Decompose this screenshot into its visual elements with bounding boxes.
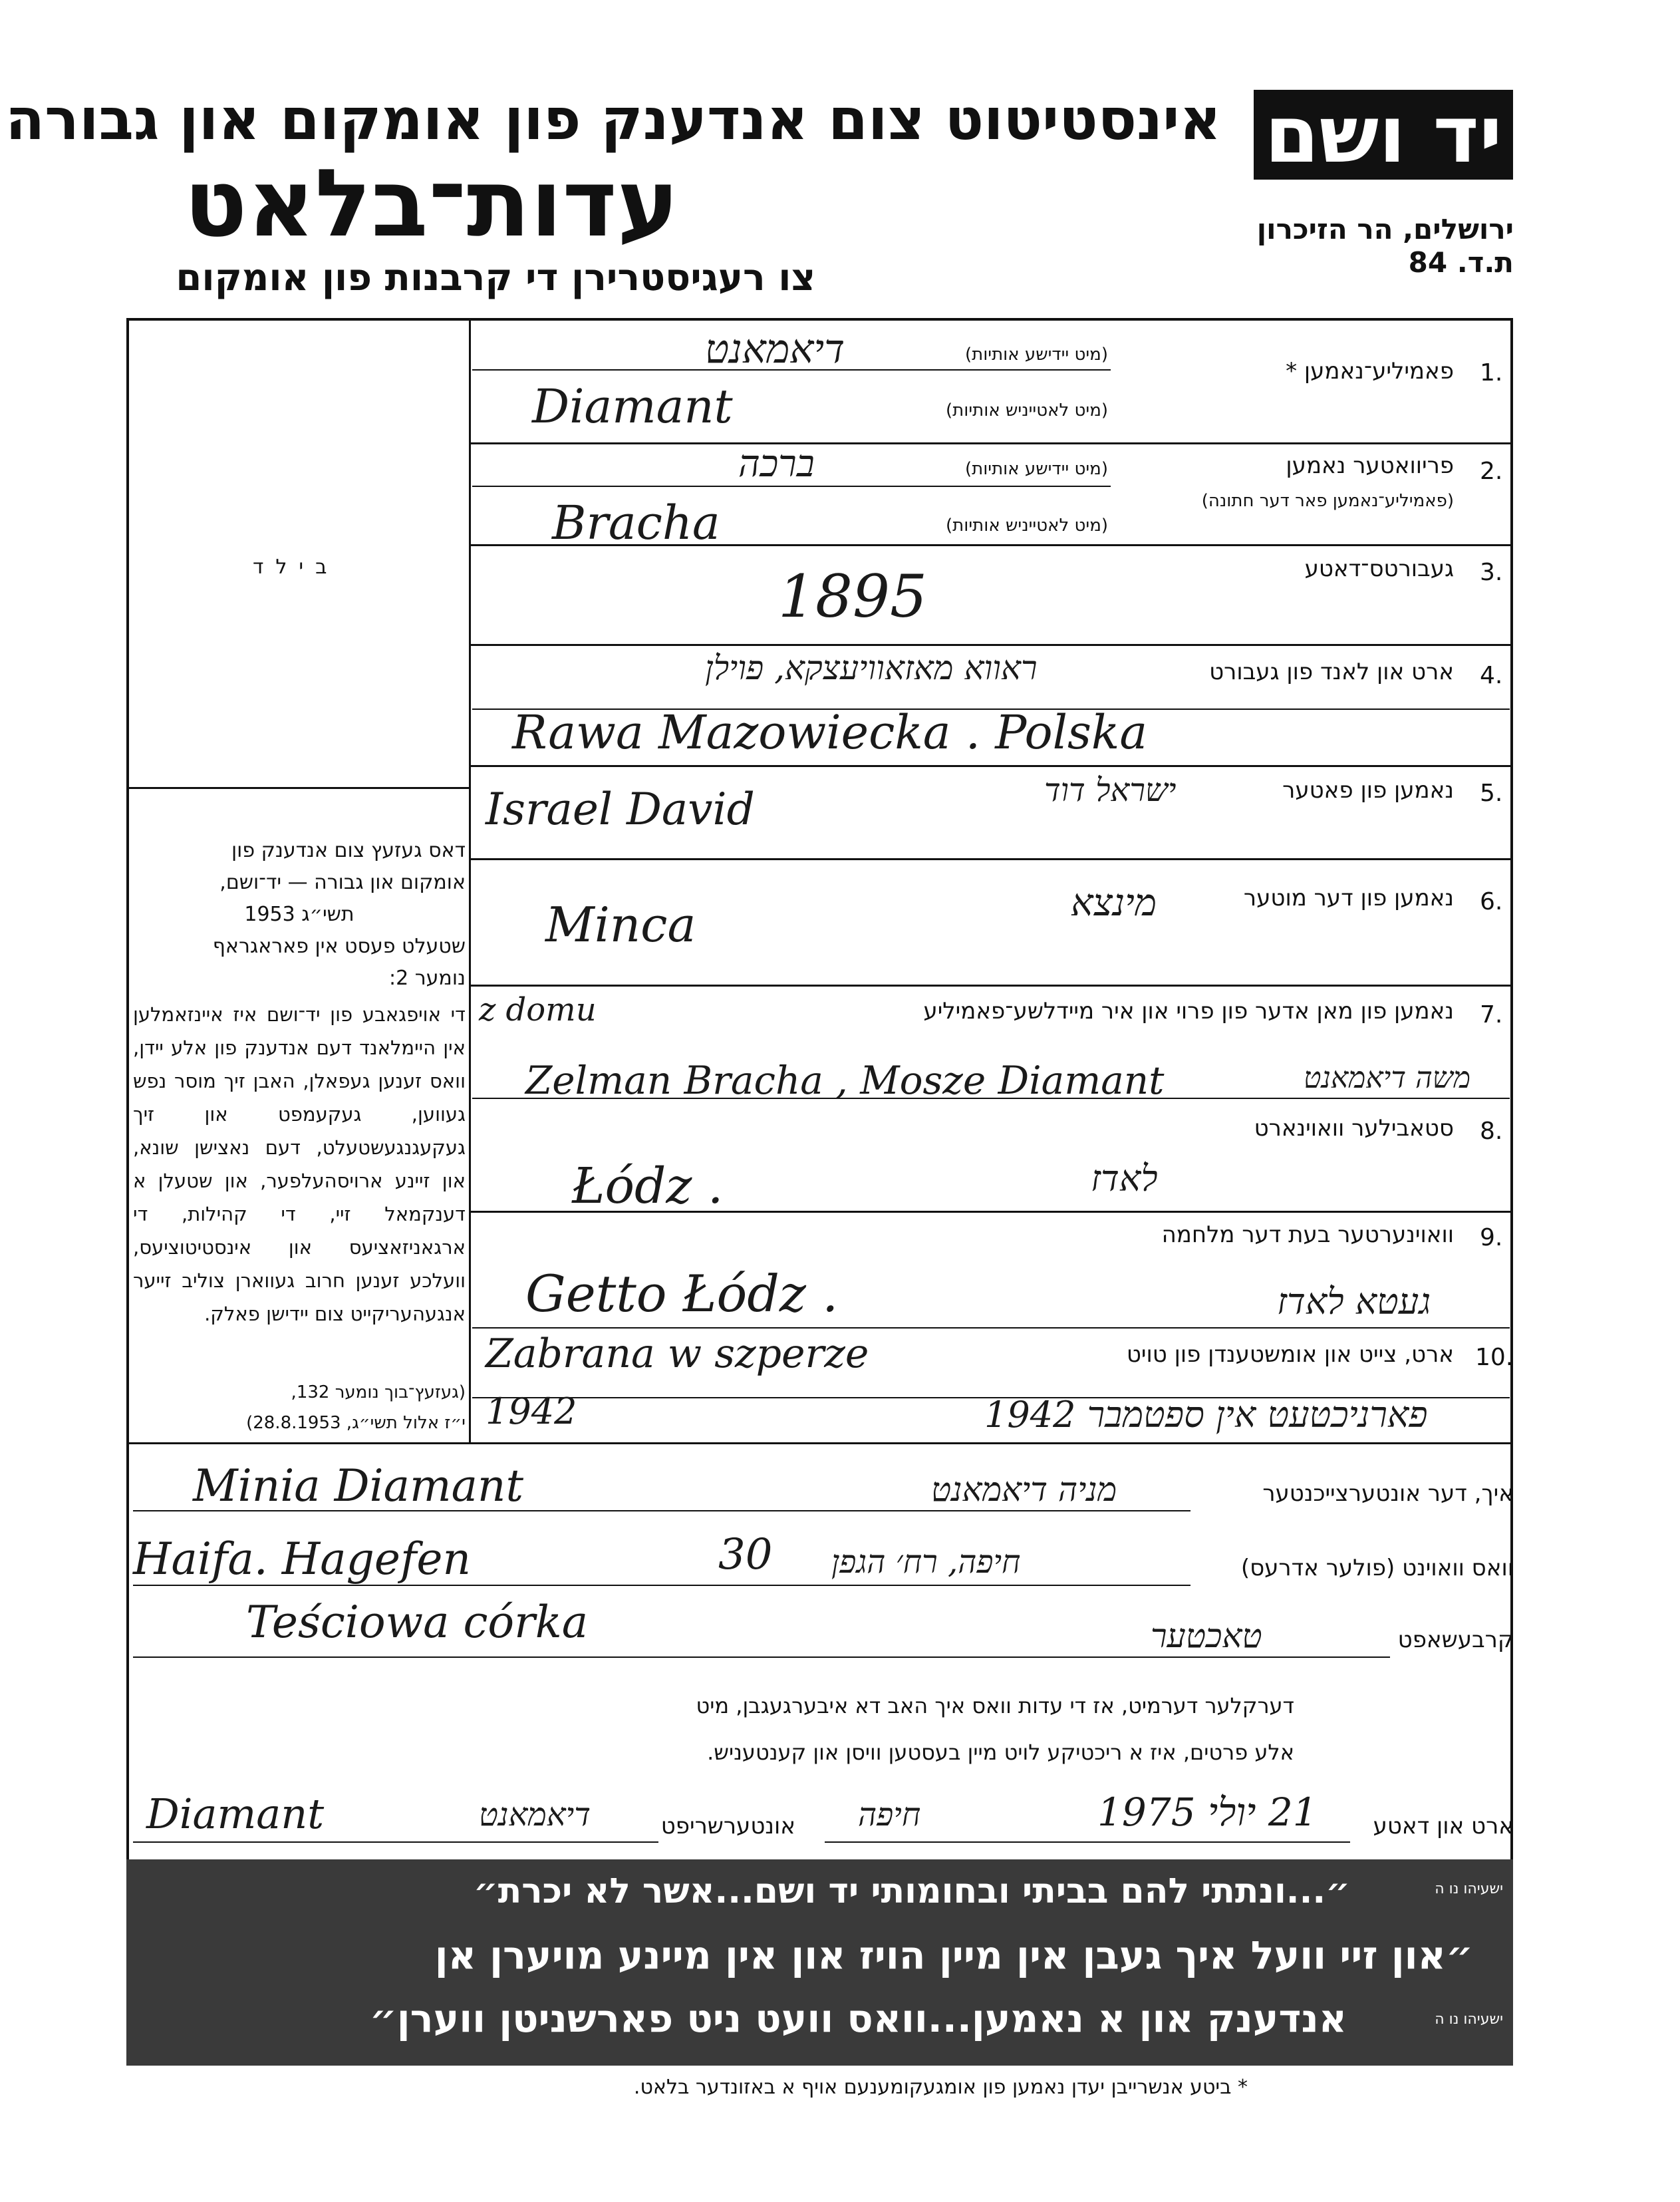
row-separator [469,765,1513,767]
field-underline [133,1656,1390,1658]
field-2-latin-value[interactable]: Bracha [552,496,720,550]
law-reference-line: (געזעץ־בוך נומער 132, [291,1382,466,1402]
field-3-label: געבורטס־דאטע [1304,555,1454,582]
field-2-yiddish-hint: (מיט יידישע אותיות) [964,459,1108,479]
law-note-line: נומער 2: [388,967,466,990]
date-value[interactable]: 21 יולי 1975 [1097,1790,1318,1835]
field-5-label: נאמען פון פאטער [1282,777,1454,804]
field-7-latin-value[interactable]: Zelman Bracha , Mosze Diamant [525,1058,1165,1103]
field-underline [133,1585,1190,1586]
signer-label: איך, דער אונטערצייכנטער [1262,1480,1514,1507]
field-7-prefix-value[interactable]: z domu [479,991,597,1028]
field-6-number: 6. [1480,888,1503,915]
field-1-yiddish-hint: (מיט יידישע אותיות) [964,345,1108,365]
footnote: * ביטע אנשרייבן יעדן נאמען פון אומגעקומענעם אויף א באזונדער בלאט. [633,2076,1248,2099]
field-1-latin-hint: (מיט לאטייניש אותיות) [946,400,1108,420]
frame-inner-divider [469,318,471,1442]
address-label: וואס וואוינט (פולער אדרעס) [1240,1555,1514,1581]
field-10-label: ארט, צייט און אומשטענדן פון טויט [1126,1341,1454,1368]
field-1-yiddish-value[interactable]: דיאמאנט [705,326,845,373]
law-note-line: דאס געזעץ צום אנדענק פון [231,839,466,862]
quote-line-2: ״און זיי וועל איך געבן אין מיין הויז און אין מיינע מויערן אן [434,1933,1473,1978]
field-6-label: נאמען פון דער מוטער [1243,885,1454,911]
field-4-label: ארט און לאנד פון געבורט [1209,659,1454,685]
field-6-latin-value[interactable]: Minca [545,897,696,953]
field-7-yiddish-value[interactable]: משה דיאמאנט [1304,1061,1471,1095]
photo-box-bottom [126,787,471,789]
field-2-sublabel: (פאמיליע־נאמען פאר דער חתונה) [1201,491,1454,511]
field-4-latin-value[interactable]: Rawa Mazowiecka . Polska [512,705,1148,760]
quote-line-3: אנדענק און א נאמען...וואס וועט ניט פארשניטן ווערן״ [369,1996,1347,2041]
relation-latin-value[interactable]: Teściowa córka [246,1597,589,1648]
address-number-value[interactable]: 30 [718,1530,773,1579]
field-8-latin-value[interactable]: Łódz . [572,1158,724,1215]
field-4-number: 4. [1480,662,1503,689]
field-3-value[interactable]: 1895 [778,562,927,631]
signature-label: אונטערשריפט [660,1813,795,1839]
law-note-line: תשי״ג 1953 [244,903,354,926]
field-underline [825,1841,1350,1843]
quote-source-2: ישעיהו נו ה [1435,2011,1503,2028]
field-10-yiddish-value[interactable]: פארניכטעט אין ספטמבר 1942 [984,1394,1428,1436]
law-reference [133,1377,466,1438]
field-9-yiddish-value[interactable]: געטא לאדז [1277,1281,1431,1323]
relation-label: קרבעשאפט [1397,1627,1514,1653]
signer-yiddish-value[interactable]: מניה דיאמאנט [931,1470,1117,1509]
quote-source-1: ישעיהו נו ה [1435,1881,1503,1897]
signature-yiddish-value[interactable]: דיאמאנט [479,1796,591,1833]
signature-latin-value[interactable]: Diamant [146,1790,325,1838]
field-8-number: 8. [1480,1118,1503,1145]
law-note [133,835,466,995]
field-6-yiddish-value[interactable]: מינצא [1071,881,1157,925]
photo-label: בילד [253,555,339,579]
address-latin-value[interactable]: Haifa. Hagefen [133,1533,471,1585]
page-title: עדות־בלאט [184,150,679,258]
signer-latin-value[interactable]: Minia Diamant [193,1460,523,1511]
field-5-yiddish-value[interactable]: ישראל דוד [1044,772,1177,809]
field-7-number: 7. [1480,1001,1503,1028]
field-3-number: 3. [1480,559,1503,586]
field-2-number: 2. [1480,458,1503,485]
address-line-1: ירושלים, הר הזיכרון [1256,213,1514,245]
field-1-label: פאמיליע־נאמען * [1286,358,1454,385]
field-5-latin-value[interactable]: Israel David [486,784,755,835]
field-1-latin-value[interactable]: Diamant [532,379,733,434]
field-10-latin-value[interactable]: Zabrana w szperze [486,1331,869,1377]
field-1-number: 1. [1480,359,1503,387]
field-9-number: 9. [1480,1224,1503,1251]
law-note-line: אומקום און גבורה — יד־ושם, [219,871,466,894]
law-note-line: שטעלט פעסט אין פאראגראף [212,935,466,958]
yad-vashem-logo: יד ושם [1254,90,1513,180]
page-subtitle: צו רעגיסטרירן די קרבנות פון אומקום [176,256,815,299]
field-2-latin-hint: (מיט לאטייניש אותיות) [946,516,1108,536]
statement-line-1: דערקלער דערמיט, אז די עדות וואס איך האב דא איבערגעגבן, מיט [696,1693,1294,1718]
field-9-label: וואוינערטער בעת דער מלחמה [1161,1221,1454,1248]
law-text: די אויפגאבע פון יד־ושם איז איינזאמלען אין היימלאנד דעם אנדענק פון אלע יידן, וואס זענען געפאלן, האבן זיך מוסר נפש געווען, געקעמפט און זיך געקעגנגעשטעלט, דעם נאצישן שונא, און זיינע ארויסהעלפער, און שטעלן א דענקמאל זיי, די קהילות, די ארגאניזאציעס און אינסטיטוציעס, וועלכע זענען חרוב געווארן צוליב זייער אנגעהעריקייט צום יידישן פאלק. [133,1003,466,1325]
field-9-latin-value[interactable]: Getto Łódz . [525,1264,839,1323]
row-separator [469,985,1513,987]
quote-line-1: ״...ונתתי להם בביתי ובחומותי יד ושם...אשר לא יכרת״ [473,1871,1350,1911]
field-8-yiddish-value[interactable]: לאדז [1091,1158,1158,1199]
frame-left [126,318,129,1861]
sidebar-bottom [126,1442,1513,1444]
field-2-yiddish-value[interactable]: ברכה [738,442,815,486]
institute-title: אינסטיטוט צום אנדענק פון אומקום און גבורה [5,86,1221,153]
row-separator [469,442,1513,444]
field-underline [133,1841,658,1843]
field-5-number: 5. [1480,780,1503,807]
field-underline [472,486,1111,487]
frame-top [126,318,1513,321]
field-underline [472,1327,1510,1329]
place-value[interactable]: חיפה [858,1796,921,1833]
field-2-label: פריוואטער נאמען [1286,452,1454,479]
address-yiddish-value[interactable]: חיפה, רח׳ הגפן [831,1543,1021,1581]
place-date-label: ארט און דאטע [1373,1813,1514,1839]
row-separator [469,858,1513,860]
field-8-label: סטאבילער וואוינארט [1254,1115,1454,1142]
row-separator [469,644,1513,646]
statement-line-2: אלע פרטים, איז א ריכטיקע לויט מיין בעסטען וויסן און קענטעניש. [707,1740,1294,1765]
law-reference-line: י״ז אלול תשי״ג, 28.8.1953) [246,1413,466,1433]
field-4-yiddish-value[interactable]: ראווא מאזאוויעצקא, פוילן [705,649,1038,687]
field-7-label: נאמען פון מאן אדער פון פרוי און איר מיידלשע־פאמיליע [923,998,1454,1024]
quote-banner [126,1859,1513,2066]
field-10-year-value[interactable]: 1942 [486,1390,577,1432]
field-10-number: 10. [1475,1344,1514,1371]
relation-yiddish-value[interactable]: טאכטער [1151,1617,1262,1655]
address-line-2: ת.ד. 84 [1408,246,1514,279]
